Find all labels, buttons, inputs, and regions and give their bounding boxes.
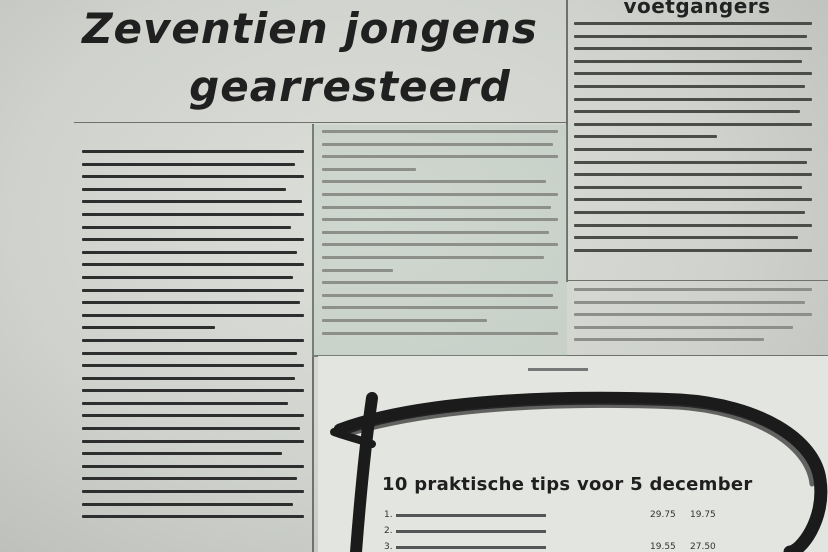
article-body-right-top (574, 22, 812, 261)
headline-line-1: Zeventien jongens (82, 4, 538, 53)
article-headline (60, 0, 560, 116)
section-rule-right (568, 280, 828, 281)
article-body-right-bottom (574, 288, 812, 351)
tip-row: 1. 29.75 19.75 (384, 510, 716, 520)
tip-row: 2. (384, 523, 744, 539)
tips-title: 10 praktische tips voor 5 december (382, 474, 753, 495)
article-body-middle (322, 130, 558, 344)
headline-line-2: gearresteerd (189, 62, 511, 111)
article-body-left (82, 150, 304, 528)
neighbor-article-heading: voetgangers (623, 0, 771, 18)
tip-row: 3. 19.55 27.50 (384, 542, 716, 552)
tips-list (384, 507, 744, 552)
advertisement-label (528, 364, 588, 375)
section-rule-top (74, 122, 568, 123)
